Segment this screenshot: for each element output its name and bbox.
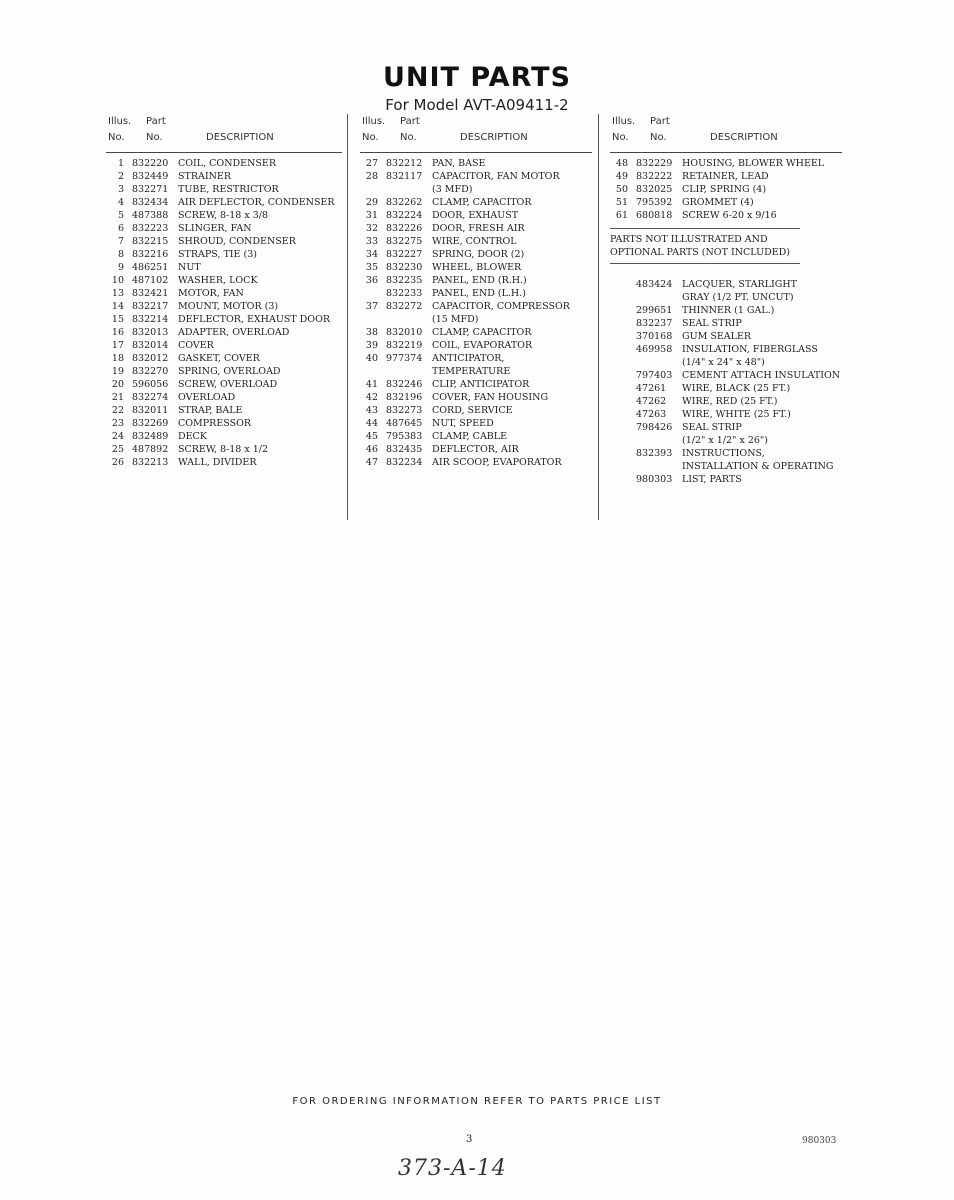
illus-number: 23	[111, 418, 124, 429]
table-row	[106, 417, 342, 430]
table-row	[360, 443, 592, 456]
part-description: WHEEL, BLOWER	[432, 262, 522, 273]
table-row	[106, 365, 342, 378]
part-number: 299651	[636, 305, 673, 316]
part-description: COVER	[178, 340, 214, 351]
table-row	[106, 378, 342, 391]
illus-number: 14	[111, 301, 124, 312]
part-description: GRAY (1/2 PT. UNCUT)	[682, 292, 794, 303]
part-description: RETAINER, LEAD	[682, 171, 769, 182]
illus-number: 32	[365, 223, 378, 234]
part-number: 487645	[386, 418, 423, 429]
part-description: SCREW, 8-18 x 3/8	[178, 210, 269, 221]
table-row	[610, 369, 842, 382]
illus-number: 44	[365, 418, 378, 429]
table-row	[360, 430, 592, 443]
illus-number: 50	[615, 184, 628, 195]
part-number: 47261	[636, 383, 667, 394]
table-row	[360, 183, 592, 196]
part-description: CLIP, SPRING (4)	[682, 184, 767, 195]
part-number: 832219	[386, 340, 423, 351]
part-number: 832013	[132, 327, 169, 338]
table-row	[106, 222, 342, 235]
table-row	[610, 196, 842, 209]
column-header	[106, 114, 342, 153]
part-number: 798426	[636, 422, 673, 433]
illus-number: 5	[117, 210, 124, 221]
table-row	[610, 317, 842, 330]
part-number: 980303	[636, 474, 673, 485]
illus-number: 9	[117, 262, 124, 273]
table-row	[610, 343, 842, 356]
part-description: DOOR, FRESH AIR	[432, 223, 525, 234]
illus-number: 39	[365, 340, 378, 351]
table-row	[360, 417, 592, 430]
part-number: 832212	[386, 158, 423, 169]
document-number: 980303	[802, 1136, 837, 1146]
part-number: 832227	[386, 249, 423, 260]
part-number: 832246	[386, 379, 423, 390]
header-no2: No.	[650, 132, 667, 143]
table-row	[610, 330, 842, 343]
parts-list	[610, 153, 842, 222]
illus-number: 37	[365, 301, 378, 312]
part-description: DOOR, EXHAUST	[432, 210, 519, 221]
part-number: 832421	[132, 288, 169, 299]
table-row	[106, 274, 342, 287]
part-description: STRAP, BALE	[178, 405, 243, 416]
table-row	[106, 157, 342, 170]
illus-number: 1	[117, 158, 124, 169]
part-description: WIRE, BLACK (25 FT.)	[682, 383, 791, 394]
part-number: 832434	[132, 197, 169, 208]
header-description: DESCRIPTION	[710, 132, 778, 143]
part-description: PANEL, END (R.H.)	[432, 275, 527, 286]
part-number: 832269	[132, 418, 169, 429]
part-number: 832230	[386, 262, 423, 273]
illus-number: 19	[111, 366, 124, 377]
part-number: 795383	[386, 431, 423, 442]
header-part: Part	[146, 116, 166, 127]
model-subtitle: For Model AVT-A09411-2	[385, 96, 569, 114]
part-number: 832012	[132, 353, 169, 364]
parts-list	[106, 153, 342, 469]
table-row	[610, 209, 842, 222]
table-row	[360, 313, 592, 326]
part-number: 832489	[132, 431, 169, 442]
part-description: AIR SCOOP, EVAPORATOR	[432, 457, 562, 468]
part-number: 370168	[636, 331, 673, 342]
header-illus: Illus.	[612, 116, 636, 127]
part-description: GUM SEALER	[682, 331, 752, 342]
illus-number: 28	[365, 171, 378, 182]
table-row	[106, 456, 342, 469]
part-description: CLAMP, CABLE	[432, 431, 508, 442]
part-description: OVERLOAD	[178, 392, 236, 403]
illus-number: 45	[365, 431, 378, 442]
table-row	[106, 313, 342, 326]
illus-number: 36	[365, 275, 378, 286]
part-description: WIRE, CONTROL	[432, 236, 517, 247]
table-row	[610, 382, 842, 395]
part-number: 832025	[636, 184, 673, 195]
part-number: 977374	[386, 353, 423, 364]
illus-number: 51	[615, 197, 628, 208]
part-description: DEFLECTOR, AIR	[432, 444, 519, 455]
part-number: 832393	[636, 448, 673, 459]
part-number: 832222	[636, 171, 673, 182]
part-description: GROMMET (4)	[682, 197, 754, 208]
part-number: 469958	[636, 344, 673, 355]
part-description: CAPACITOR, COMPRESSOR	[432, 301, 570, 312]
ordering-info: FOR ORDERING INFORMATION REFER TO PARTS PRICE LIST	[292, 1096, 662, 1107]
illus-number: 49	[615, 171, 628, 182]
illus-number: 7	[117, 236, 124, 247]
table-row	[610, 460, 842, 473]
table-row	[360, 209, 592, 222]
table-row	[610, 304, 842, 317]
table-row	[610, 421, 842, 434]
table-row	[610, 291, 842, 304]
part-description: COMPRESSOR	[178, 418, 252, 429]
illus-number: 13	[111, 288, 124, 299]
table-row	[106, 404, 342, 417]
table-row	[106, 352, 342, 365]
table-row	[106, 196, 342, 209]
part-description: SPRING, OVERLOAD	[178, 366, 281, 377]
part-number: 680818	[636, 210, 673, 221]
table-row	[106, 430, 342, 443]
table-row	[610, 278, 842, 291]
part-number: 832217	[132, 301, 169, 312]
table-row	[360, 456, 592, 469]
illus-number: 27	[365, 158, 378, 169]
part-description: COIL, EVAPORATOR	[432, 340, 533, 351]
part-description: (1/4" x 24" x 48")	[682, 357, 765, 368]
illus-number: 35	[365, 262, 378, 273]
part-description: HOUSING, BLOWER WHEEL	[682, 158, 825, 169]
table-row	[360, 261, 592, 274]
part-number: 832237	[636, 318, 673, 329]
part-number: 832271	[132, 184, 169, 195]
part-description: WIRE, WHITE (25 FT.)	[682, 409, 791, 420]
part-description: SCREW 6-20 x 9/16	[682, 210, 777, 221]
table-row	[360, 404, 592, 417]
part-description: ANTICIPATOR,	[432, 353, 505, 364]
table-row	[106, 235, 342, 248]
page-number: 3	[466, 1134, 473, 1145]
table-row	[610, 356, 842, 369]
part-description: LIST, PARTS	[682, 474, 742, 485]
illus-number: 38	[365, 327, 378, 338]
optional-parts-list	[610, 264, 842, 486]
table-row	[106, 326, 342, 339]
part-description: TEMPERATURE	[432, 366, 511, 377]
part-description: (1/2" x 1/2" x 26")	[682, 435, 768, 446]
table-row	[610, 473, 842, 486]
part-description: PANEL, END (L.H.)	[432, 288, 526, 299]
illus-number: 10	[111, 275, 124, 286]
table-row	[360, 365, 592, 378]
part-description: SHROUD, CONDENSER	[178, 236, 296, 247]
part-description: STRAPS, TIE (3)	[178, 249, 257, 260]
header-description: DESCRIPTION	[206, 132, 274, 143]
table-row	[360, 378, 592, 391]
illus-number: 61	[615, 210, 628, 221]
part-number: 832272	[386, 301, 423, 312]
part-description: (15 MFD)	[432, 314, 479, 325]
illus-number: 40	[365, 353, 378, 364]
part-number: 487102	[132, 275, 169, 286]
table-row	[106, 170, 342, 183]
part-number: 795392	[636, 197, 673, 208]
part-number: 832220	[132, 158, 169, 169]
part-number: 832226	[386, 223, 423, 234]
table-row	[360, 235, 592, 248]
part-description: PAN, BASE	[432, 158, 486, 169]
illus-number: 24	[111, 431, 124, 442]
illus-number: 29	[365, 197, 378, 208]
column-header	[360, 114, 592, 153]
header-no: No.	[362, 132, 379, 143]
part-description: INSULATION, FIBERGLASS	[682, 344, 818, 355]
table-row	[106, 339, 342, 352]
illus-number: 2	[117, 171, 124, 182]
part-description: CEMENT ATTACH INSULATION	[682, 370, 841, 381]
part-description: SEAL STRIP	[682, 422, 742, 433]
part-number: 832224	[386, 210, 423, 221]
parts-column-2	[360, 114, 592, 469]
part-number: 832275	[386, 236, 423, 247]
part-description: DECK	[178, 431, 207, 442]
part-number: 832214	[132, 314, 169, 325]
part-number: 797403	[636, 370, 673, 381]
table-row	[106, 443, 342, 456]
part-description: MOTOR, FAN	[178, 288, 244, 299]
table-row	[610, 170, 842, 183]
part-description: (3 MFD)	[432, 184, 473, 195]
illus-number: 20	[111, 379, 124, 390]
header-illus: Illus.	[362, 116, 386, 127]
illus-number: 21	[111, 392, 124, 403]
illus-number: 47	[365, 457, 378, 468]
part-description: CORD, SERVICE	[432, 405, 513, 416]
illus-number: 48	[615, 158, 628, 169]
part-description: NUT	[178, 262, 201, 273]
part-description: CAPACITOR, FAN MOTOR	[432, 171, 560, 182]
part-description: THINNER (1 GAL.)	[682, 305, 775, 316]
table-row	[610, 395, 842, 408]
part-number: 47263	[636, 409, 667, 420]
parts-column-1	[106, 114, 342, 469]
part-number: 832229	[636, 158, 673, 169]
header-no: No.	[108, 132, 125, 143]
header-part: Part	[650, 116, 670, 127]
part-description: NUT, SPEED	[432, 418, 494, 429]
part-number: 832011	[132, 405, 169, 416]
table-row	[610, 157, 842, 170]
part-description: INSTRUCTIONS,	[682, 448, 765, 459]
table-row	[610, 408, 842, 421]
table-row	[360, 222, 592, 235]
part-number: 832449	[132, 171, 169, 182]
header-no2: No.	[400, 132, 417, 143]
part-description: GASKET, COVER	[178, 353, 260, 364]
not-illustrated-note	[610, 229, 842, 259]
part-number: 486251	[132, 262, 169, 273]
part-description: CLIP, ANTICIPATOR	[432, 379, 530, 390]
illus-number: 22	[111, 405, 124, 416]
parts-column-3	[610, 114, 842, 486]
part-number: 832262	[386, 197, 423, 208]
table-row	[360, 248, 592, 261]
part-number: 832010	[386, 327, 423, 338]
part-number: 487892	[132, 444, 169, 455]
illus-number: 6	[117, 223, 124, 234]
illus-number: 15	[111, 314, 124, 325]
illus-number: 17	[111, 340, 124, 351]
part-description: AIR DEFLECTOR, CONDENSER	[178, 197, 335, 208]
table-row	[360, 300, 592, 313]
part-description: WIRE, RED (25 FT.)	[682, 396, 778, 407]
part-description: WALL, DIVIDER	[178, 457, 257, 468]
part-description: SPRING, DOOR (2)	[432, 249, 525, 260]
note-line: OPTIONAL PARTS (NOT INCLUDED)	[610, 247, 790, 258]
part-number: 832215	[132, 236, 169, 247]
part-number: 487388	[132, 210, 169, 221]
part-description: CLAMP, CAPACITOR	[432, 327, 532, 338]
column-divider	[598, 114, 599, 520]
part-description: CLAMP, CAPACITOR	[432, 197, 532, 208]
table-row	[106, 183, 342, 196]
handwritten-note: 373-A-14	[398, 1156, 507, 1181]
part-number: 832014	[132, 340, 169, 351]
part-number: 832213	[132, 457, 169, 468]
table-row	[106, 261, 342, 274]
part-number: 832234	[386, 457, 423, 468]
part-description: MOUNT, MOTOR (3)	[178, 301, 279, 312]
part-description: ADAPTER, OVERLOAD	[178, 327, 290, 338]
part-number: 832435	[386, 444, 423, 455]
table-row	[360, 274, 592, 287]
table-row	[610, 447, 842, 460]
part-description: COVER, FAN HOUSING	[432, 392, 549, 403]
table-row	[360, 352, 592, 365]
table-row	[610, 183, 842, 196]
illus-number: 41	[365, 379, 378, 390]
part-description: INSTALLATION & OPERATING	[682, 461, 834, 472]
part-number: 832196	[386, 392, 423, 403]
header-illus: Illus.	[108, 116, 132, 127]
part-description: SCREW, OVERLOAD	[178, 379, 278, 390]
part-number: 832117	[386, 171, 423, 182]
part-description: TUBE, RESTRICTOR	[178, 184, 279, 195]
table-row	[106, 391, 342, 404]
part-number: 832235	[386, 275, 423, 286]
column-divider	[347, 114, 348, 520]
illus-number: 4	[117, 197, 124, 208]
illus-number: 16	[111, 327, 124, 338]
part-description: SEAL STRIP	[682, 318, 742, 329]
illus-number: 18	[111, 353, 124, 364]
illus-number: 46	[365, 444, 378, 455]
part-number: 832223	[132, 223, 169, 234]
table-row	[360, 339, 592, 352]
illus-number: 8	[117, 249, 124, 260]
part-number: 832270	[132, 366, 169, 377]
illus-number: 42	[365, 392, 378, 403]
part-number: 832216	[132, 249, 169, 260]
illus-number: 33	[365, 236, 378, 247]
table-row	[360, 170, 592, 183]
header-part: Part	[400, 116, 420, 127]
part-number: 832273	[386, 405, 423, 416]
header-no: No.	[612, 132, 629, 143]
part-description: SLINGER, FAN	[178, 223, 252, 234]
table-row	[610, 434, 842, 447]
illus-number: 31	[365, 210, 378, 221]
table-row	[360, 196, 592, 209]
part-description: WASHER, LOCK	[178, 275, 258, 286]
parts-list	[360, 153, 592, 469]
illus-number: 34	[365, 249, 378, 260]
table-row	[360, 391, 592, 404]
illus-number: 26	[111, 457, 124, 468]
part-description: LACQUER, STARLIGHT	[682, 279, 797, 290]
part-description: DEFLECTOR, EXHAUST DOOR	[178, 314, 331, 325]
part-description: COIL, CONDENSER	[178, 158, 276, 169]
part-description: STRAINER	[178, 171, 232, 182]
part-number: 832233	[386, 288, 423, 299]
column-header	[610, 114, 842, 153]
table-row	[106, 209, 342, 222]
table-row	[106, 287, 342, 300]
page-title: UNIT PARTS	[382, 62, 572, 93]
illus-number: 25	[111, 444, 124, 455]
header-description: DESCRIPTION	[460, 132, 528, 143]
table-row	[360, 157, 592, 170]
part-number: 47262	[636, 396, 667, 407]
illus-number: 43	[365, 405, 378, 416]
table-row	[106, 248, 342, 261]
part-description: SCREW, 8-18 x 1/2	[178, 444, 269, 455]
part-number: 483424	[636, 279, 673, 290]
header-no2: No.	[146, 132, 163, 143]
table-row	[360, 326, 592, 339]
table-row	[360, 287, 592, 300]
part-number: 596056	[132, 379, 169, 390]
illus-number: 3	[117, 184, 124, 195]
note-line: PARTS NOT ILLUSTRATED AND	[610, 234, 768, 245]
part-number: 832274	[132, 392, 169, 403]
table-row	[106, 300, 342, 313]
